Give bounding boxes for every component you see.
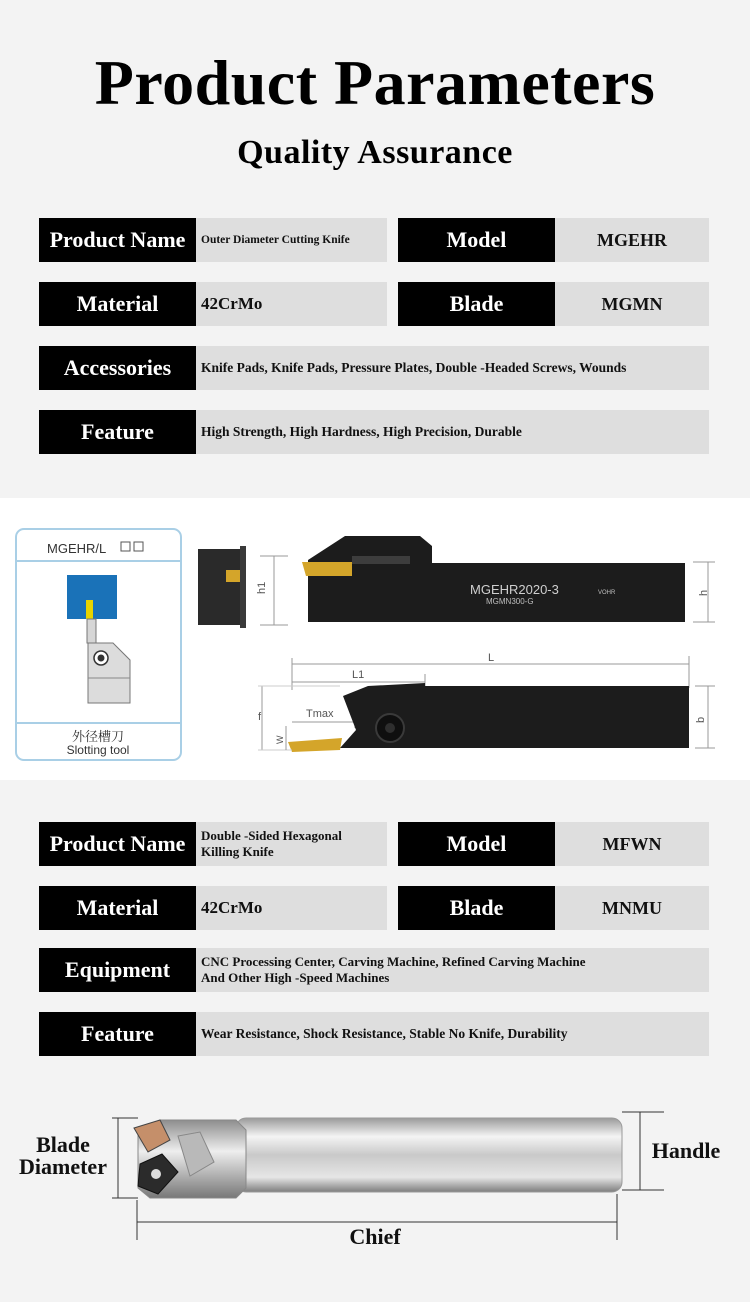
equipment-value-line2: And Other High -Speed Machines: [201, 970, 390, 985]
accessories-label: Accessories: [39, 346, 196, 390]
dim-f-label: f: [258, 711, 262, 723]
equipment-label: Equipment: [39, 948, 196, 992]
blade-diameter-label-line2: Diameter: [19, 1154, 107, 1179]
material-label: Material: [39, 282, 196, 326]
cutter-shank: [236, 1118, 622, 1192]
material-value: 42CrMo: [196, 282, 387, 326]
dim-h-label: h: [698, 589, 710, 596]
tool-end-view: [198, 549, 240, 625]
feature-label: Feature: [39, 410, 196, 454]
card-title: MGEHR/L: [47, 541, 107, 556]
model-label-2: Model: [398, 822, 555, 866]
material-label-2: Material: [39, 886, 196, 930]
card-caption-cn: 外径槽刀: [71, 729, 125, 744]
dim-L1-label: L1: [352, 669, 365, 681]
blade-diameter-label: [8, 1134, 118, 1178]
card-caption-en: Slotting tool: [66, 743, 130, 757]
dim-Tmax-label: Tmax: [306, 708, 334, 720]
tool-marking-brand: VOHR: [598, 590, 616, 596]
equipment-value: [196, 948, 709, 992]
dim-W-label: W: [275, 735, 285, 744]
dim-b-label: b: [695, 716, 707, 723]
dim-h1-label: h1: [256, 581, 268, 594]
model-value-2: MFWN: [555, 822, 709, 866]
model-value: MGEHR: [555, 218, 709, 262]
page-subtitle: Quality Assurance: [237, 134, 513, 171]
accessories-value: Knife Pads, Knife Pads, Pressure Plates, Double -Headed Screws, Wounds: [196, 346, 709, 390]
feature-value: High Strength, High Hardness, High Precision, Durable: [196, 410, 709, 454]
dim-L-label: L: [488, 652, 495, 664]
tool-marking-model: MGEHR2020-3: [470, 582, 559, 597]
material-value-2: 42CrMo: [196, 886, 387, 930]
chief-label: Chief: [349, 1224, 401, 1249]
model-label: Model: [398, 218, 555, 262]
insert-blade: [302, 562, 352, 576]
feature-label-2: Feature: [39, 1012, 196, 1056]
tool-side-view: [308, 536, 685, 622]
blade-diameter-label-line1: Blade: [36, 1132, 90, 1157]
handle-label: Handle: [651, 1138, 721, 1163]
blade-label: Blade: [398, 282, 555, 326]
product-name-value-2-line1: Double -Sided Hexagonal: [201, 828, 342, 843]
product-name-value-2-line2: Killing Knife: [201, 844, 274, 859]
feature-value-2: Wear Resistance, Shock Resistance, Stable No Knife, Durability: [196, 1012, 709, 1056]
product-name-label-2: Product Name: [39, 822, 196, 866]
page-title: Product Parameters: [94, 47, 656, 118]
product-name-value-2: [196, 822, 387, 866]
blade-value: MGMN: [555, 282, 709, 326]
equipment-value-line1: CNC Processing Center, Carving Machine, Refined Carving Machine: [201, 954, 586, 969]
grooving-tool-drawing: [0, 498, 750, 780]
product-name-value: Outer Diameter Cutting Knife: [196, 218, 387, 262]
tool-marking-blade: MGMN300-G: [486, 597, 534, 606]
blade-value-2: MNMU: [555, 886, 709, 930]
blade-label-2: Blade: [398, 886, 555, 930]
product-name-label: Product Name: [39, 218, 196, 262]
